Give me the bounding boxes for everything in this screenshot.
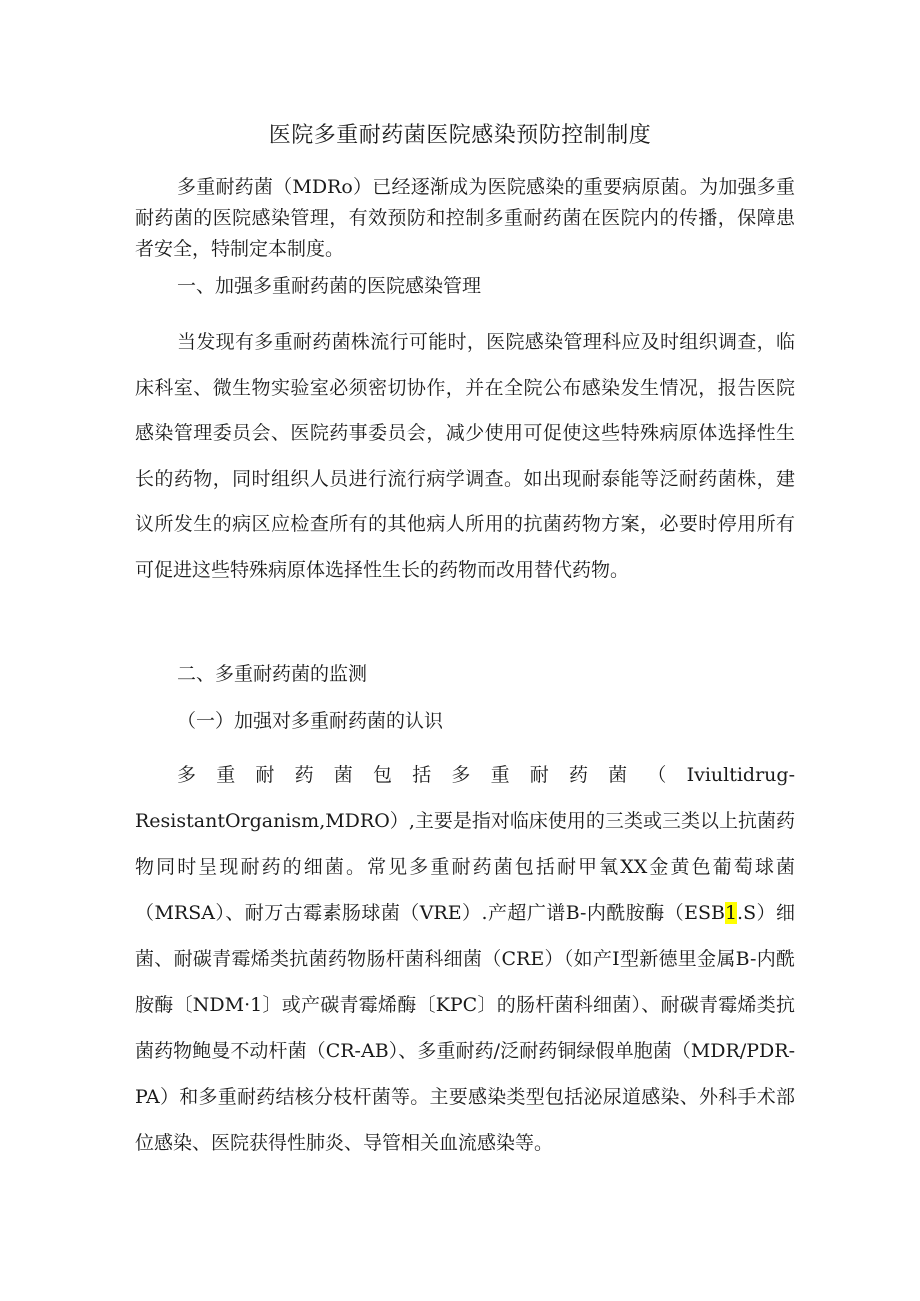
subsection-1-paragraph <box>135 752 795 1166</box>
paragraph-text-part-1: 多重耐药菌包括多重耐药菌（Iviultidrug-ResistantOrganism,MDRO）,主要是指对临床使用的三类或三类以上抗菌药物同时呈现耐药的细菌。常见多重耐药菌包括耐甲氧XX金黄色葡萄球菌（MRSA）、耐万古霉素肠球菌（VRE）.产超广谱B-内酰胺酶（ESB <box>135 764 795 924</box>
intro-paragraph: 多重耐药菌（MDRo）已经逐渐成为医院感染的重要病原菌。为加强多重耐药菌的医院感染管理，有效预防和控制多重耐药菌在医院内的传播，保障患者安全，特制定本制度。 <box>135 176 795 260</box>
section-1-heading: 一、加强多重耐药菌的医院感染管理 <box>177 275 482 297</box>
section-1-paragraph: 当发现有多重耐药菌株流行可能时，医院感染管理科应及时组织调查，临床科室、微生物实验室必须密切协作，并在全院公布感染发生情况，报告医院感染管理委员会、医院药事委员会，减少使用可促使这些特殊病原体选择性生长的药物，同时组织人员进行流行病学调查。如出现耐泰能等泛耐药菌株，建议所发生的病区应检查所有的其他病人所用的抗菌药物方案，必要时停用所有可促进这些特殊病原体选择性生长的药物而改用替代药物。 <box>135 331 795 581</box>
document-title: 医院多重耐药菌医院感染预防控制制度 <box>268 123 652 148</box>
subsection-1-heading: （一）加强对多重耐药菌的认识 <box>177 710 444 732</box>
highlighted-text: 1 <box>724 902 738 924</box>
section-2-heading: 二、多重耐药菌的监测 <box>177 663 368 685</box>
paragraph-text-part-2: .S）细菌、耐碳青霉烯类抗菌药物肠杆菌科细菌（CRE）（如产I型新德里金属B-内酰胺酶〔NDM·1〕或产碳青霉烯酶〔KPC〕的肠杆菌科细菌）、耐碳青霉烯类抗菌药物鲍曼不动杆菌（CR-AB）、多重耐药/泛耐药铜绿假单胞菌（MDR/PDR-PA）和多重耐药结核分枝杆菌等。主要感染类型包括泌尿道感染、外科手术部位感染、医院获得性肺炎、导管相关血流感染等。 <box>135 902 795 1154</box>
